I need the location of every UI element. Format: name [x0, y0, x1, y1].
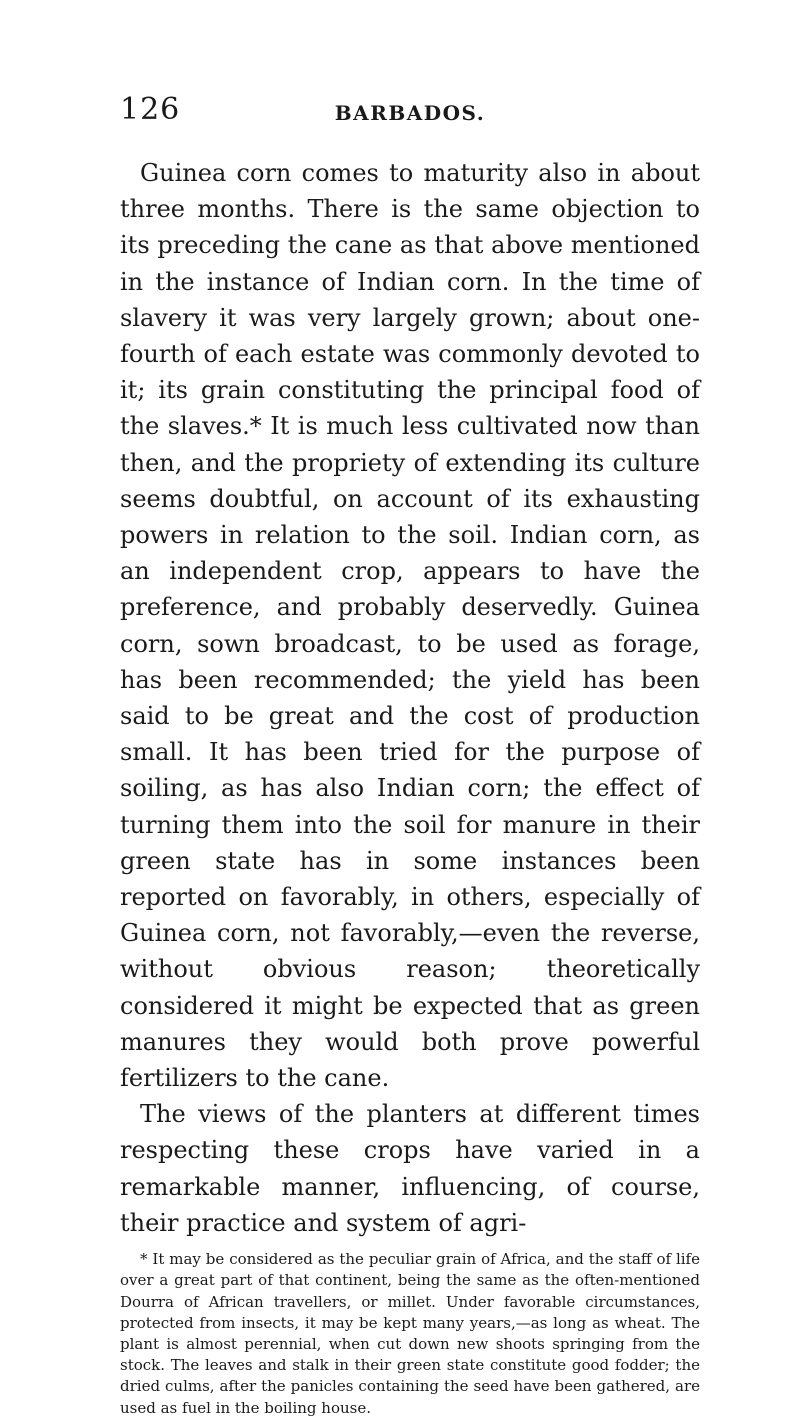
body-text — [120, 155, 700, 1241]
page-number: 126 — [120, 92, 181, 127]
paragraph: Guinea corn comes to maturity also in about three months. There is the same objection to its preceding the cane as that above mentioned in the instance of Indian corn. In the time of slavery it was very largely grown; about one-fourth of each estate was commonly devoted to it; its grain constituting the principal food of the slaves.* It is much less cultivated now than then, and the propriety of extending its culture seems doubtful, on account of its exhausting powers in relation to the soil. Indian corn, as an independent crop, appears to have the preference, and probably deservedly. Guinea corn, sown broadcast, to be used as forage, has been recommended; the yield has been said to be great and the cost of production small. It has been tried for the purpose of soiling, as has also Indian corn; the effect of turning them into the soil for manure in their green state has in some instances been reported on favorably, in others, especially of Guinea corn, not favorably,—even the reverse, without obvious reason; theoretically considered it might be expected that as green manures they would both prove powerful fertilizers to the cane. — [120, 159, 700, 1093]
book-page — [120, 92, 700, 1419]
page-header — [120, 92, 700, 135]
footnote: * It may be considered as the peculiar grain of Africa, and the staff of life over a great part of that continent, being the same as the often-mentioned Dourra of African travellers, or millet. Under favorable circumstances, protected from insects, it may be kept many years,—as long as wheat. The plant is almost perennial, when cut down new shoots springing from the stock. The leaves and stalk in their green state constitute good fodder; the dried culms, after the panicles containing the seed have been gathered, are used as fuel in the boiling house. — [120, 1250, 700, 1417]
paragraph: The views of the planters at different times respecting these crops have varied in a remarkable manner, influencing, of course, their practice and system of agri- — [120, 1100, 700, 1237]
running-title: BARBADOS. — [334, 101, 486, 125]
